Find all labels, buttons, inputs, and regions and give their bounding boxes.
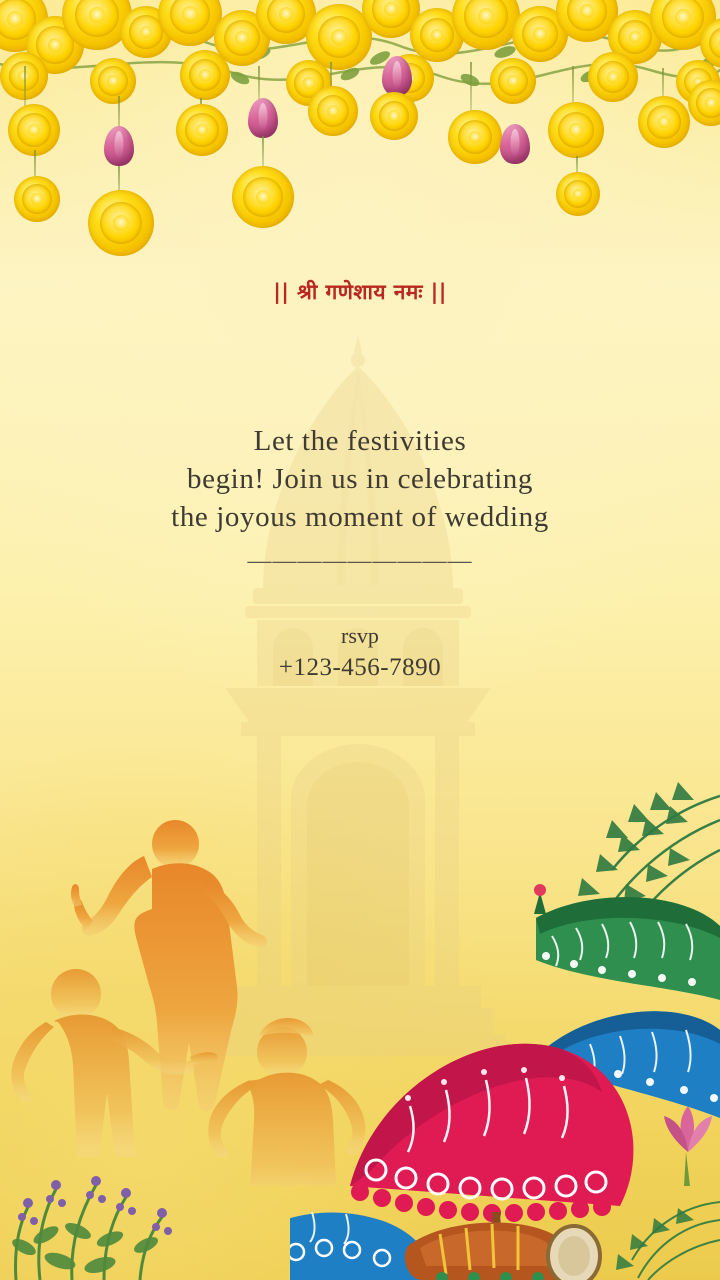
decorated-umbrella-green — [534, 884, 720, 1000]
marigold-flower — [638, 96, 690, 148]
marigold-flower — [14, 176, 60, 222]
marigold-flower — [8, 104, 60, 156]
ganesh-invocation: || श्री गणेशाय नमः || — [273, 280, 447, 304]
lotus-bud — [104, 126, 134, 166]
marigold-flower — [180, 50, 230, 100]
marigold-flower — [176, 104, 228, 156]
marigold-flower — [548, 102, 604, 158]
marigold-flower — [588, 52, 638, 102]
marigold-flower — [490, 58, 536, 104]
rsvp-phone[interactable]: +123-456-7890 — [278, 654, 442, 681]
invitation-line-2: begin! Join us in celebrating — [187, 463, 533, 495]
invitation-line-3: the joyous moment of wedding — [171, 501, 549, 533]
marigold-flower — [308, 86, 358, 136]
invitation-line-1: Let the festivities — [253, 425, 467, 457]
marigold-flower — [88, 190, 154, 256]
lotus-bud — [248, 98, 278, 138]
marigold-garland — [0, 0, 720, 270]
rsvp-block — [0, 620, 720, 684]
peacock-feather-fan — [632, 1202, 720, 1280]
marigold-flower — [556, 172, 600, 216]
invitation-message — [0, 422, 720, 536]
lotus-flower — [664, 1106, 712, 1186]
rsvp-label: rsvp — [341, 623, 379, 648]
marigold-flower — [232, 166, 294, 228]
marigold-flower — [90, 58, 136, 104]
garland-string — [470, 62, 472, 116]
marigold-flower — [370, 92, 418, 140]
lotus-bud — [500, 124, 530, 164]
garland-string — [262, 136, 264, 170]
text-divider: ————————— — [247, 548, 473, 574]
festive-decor-scene — [290, 700, 720, 1280]
dhol-drum — [405, 1223, 600, 1280]
marigold-flower — [448, 110, 502, 164]
marigold-flower — [688, 80, 720, 126]
flowering-bush — [0, 1135, 230, 1280]
lotus-bud — [382, 56, 412, 96]
